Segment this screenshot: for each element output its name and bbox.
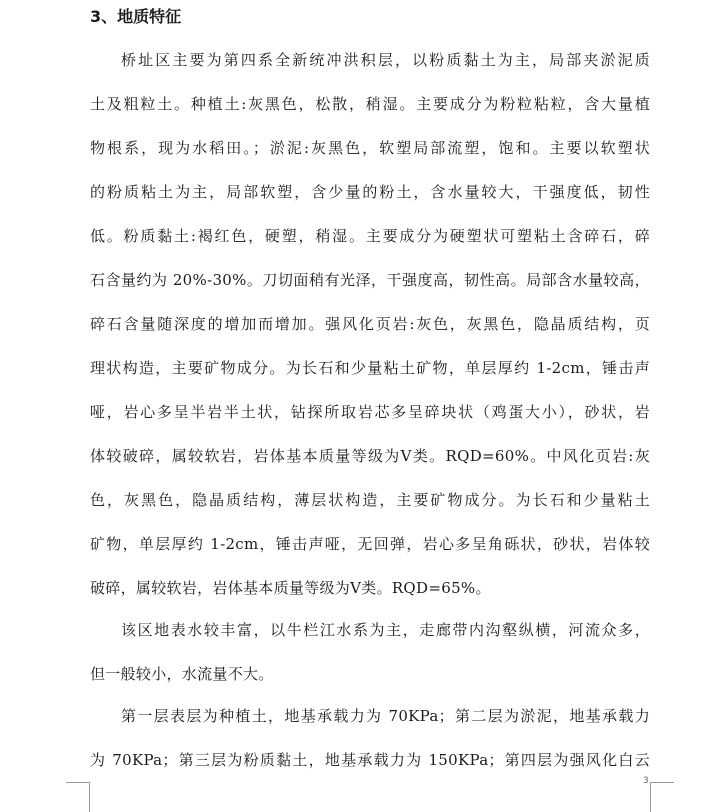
text-line: 理状构造，主要矿物成分。为长石和少量粘土矿物，单层厚约 1-2cm，锤击声	[90, 359, 650, 377]
crop-mark-left-horizontal	[66, 782, 90, 783]
crop-mark-right-vertical	[650, 782, 651, 812]
text-line: 矿物，单层厚约 1-2cm，锤击声哑，无回弹，岩心多呈角砾状，砂状，岩体较	[90, 535, 650, 553]
text-line: 桥址区主要为第四系全新统冲洪积层，以粉质黏土为主，局部夹淤泥质	[121, 51, 650, 69]
text-line: 土及粗粒土。种植土:灰黑色，松散，稍湿。主要成分为粉粒粘粒，含大量植	[90, 95, 650, 113]
crop-mark-right-horizontal	[650, 782, 674, 783]
text-line: 但一般较小，水流量不大。	[90, 665, 274, 683]
text-line: 为 70KPa；第三层为粉质黏土，地基承载力为 150KPa；第四层为强风化白云	[90, 751, 650, 769]
text-line: 色，灰黑色，隐晶质结构，薄层状构造，主要矿物成分。为长石和少量粘土	[90, 491, 650, 509]
text-line: 低。粉质黏土:褐红色，硬塑，稍湿。主要成分为硬塑状可塑粘土含碎石，碎	[90, 227, 650, 245]
crop-mark-left-vertical	[89, 782, 90, 812]
text-line: 石含量约为 20%-30%。刀切面稍有光泽，干强度高，韧性高。局部含水量较高，	[90, 271, 650, 289]
text-line: 破碎，属较软岩，岩体基本质量等级为Ⅴ类。RQD=65%。	[90, 579, 491, 597]
text-line: 的粉质粘土为主，局部软塑，含少量的粉土，含水量较大，干强度低，韧性	[90, 183, 650, 201]
section-heading: 3、地质特征	[90, 7, 182, 26]
text-line: 碎石含量随深度的增加而增加。强风化页岩:灰色，灰黑色，隐晶质结构，页	[90, 315, 650, 333]
page-number: 3	[643, 776, 649, 786]
text-line: 体较破碎，属较软岩，岩体基本质量等级为Ⅴ类。RQD=60%。中风化页岩:灰	[90, 447, 650, 465]
text-line: 该区地表水较丰富，以牛栏江水系为主，走廊带内沟壑纵横，河流众多，	[121, 621, 650, 639]
text-line: 第一层表层为种植土，地基承载力为 70KPa；第二层为淤泥，地基承载力	[121, 707, 650, 725]
text-line: 哑，岩心多呈半岩半土状，钻探所取岩芯多呈碎块状（鸡蛋大小），砂状，岩	[90, 403, 650, 421]
text-line: 物根系，现为水稻田。；淤泥:灰黑色，软塑局部流塑，饱和。主要以软塑状	[90, 139, 650, 157]
